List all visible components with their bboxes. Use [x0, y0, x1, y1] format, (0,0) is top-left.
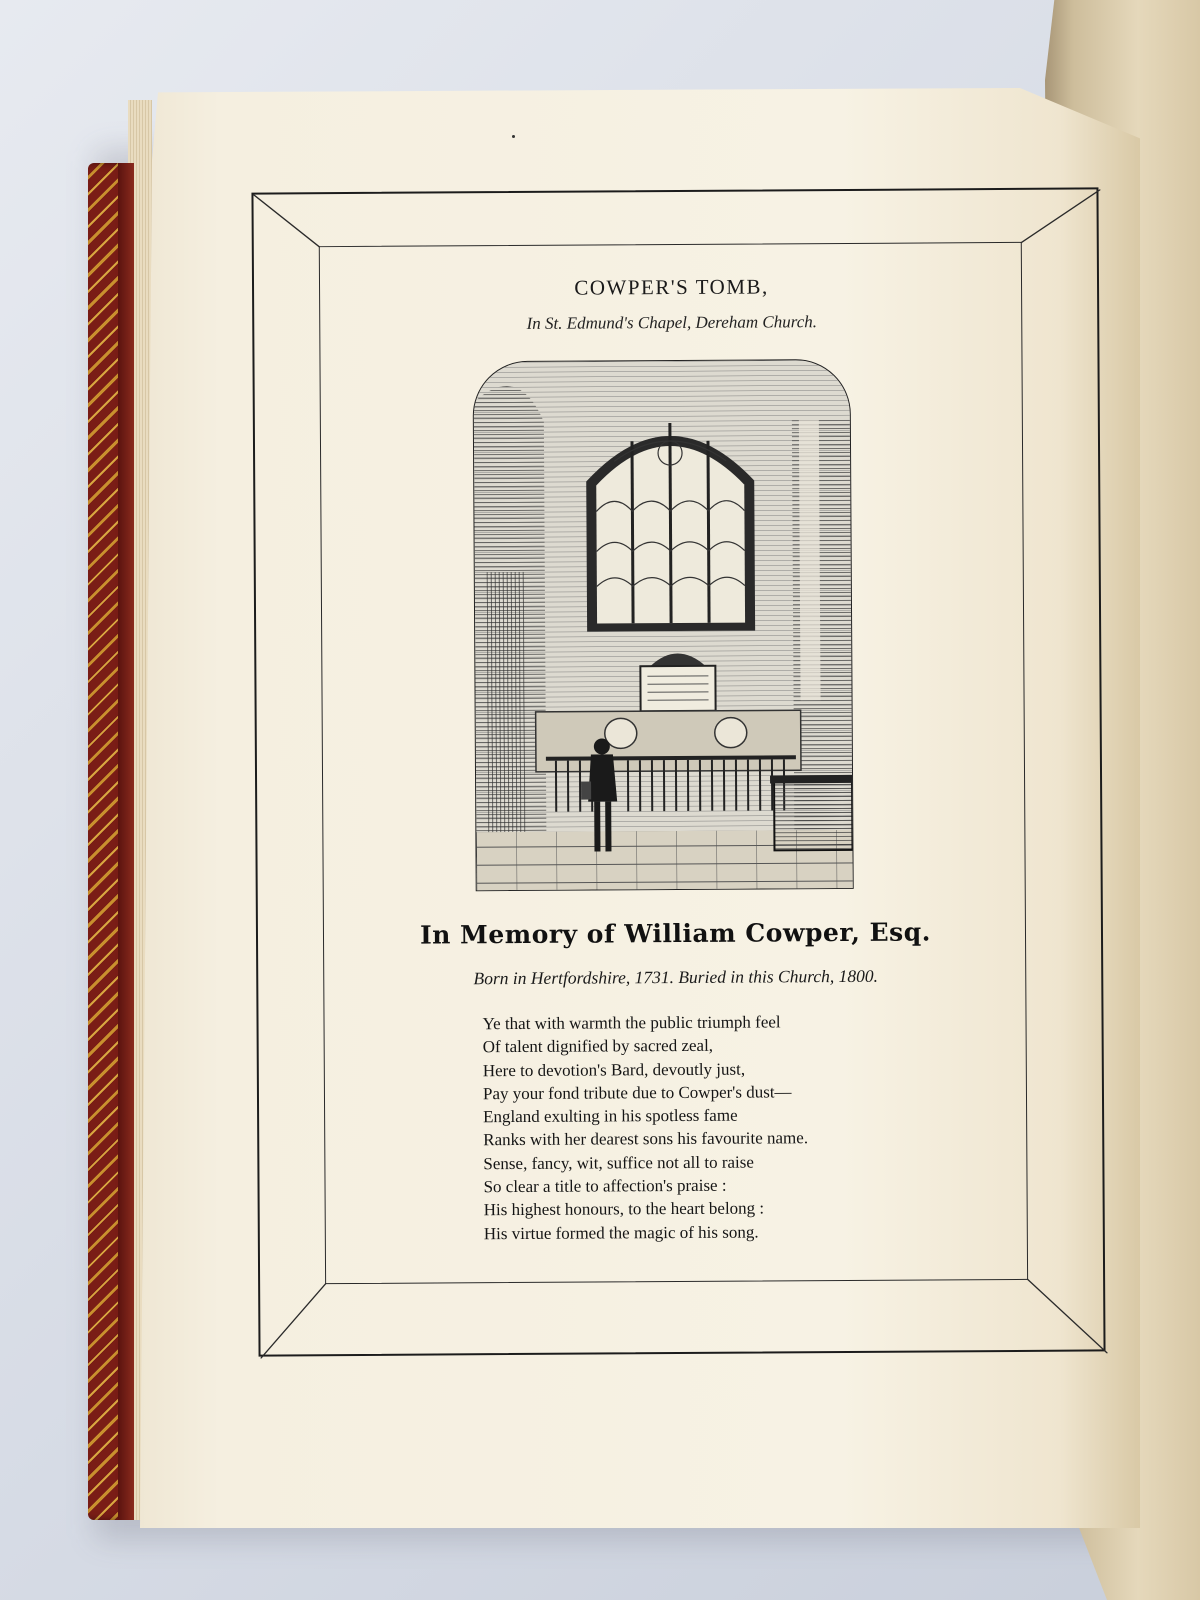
- poem-line: Ranks with her dearest sons his favourite name.: [483, 1128, 809, 1150]
- page-speck: [512, 135, 515, 138]
- birth-burial-line: Born in Hertfordshire, 1731. Buried in this Church, 1800.: [473, 965, 879, 989]
- memorial-heading: In Memory of William Cowper, Esq.: [419, 917, 931, 950]
- poem-line: Sense, fancy, wit, suffice not all to raise: [483, 1152, 754, 1173]
- poem-line: Ye that with warmth the public triumph feel: [482, 1012, 781, 1034]
- page-frame: [251, 187, 1105, 1356]
- poem-line: Of talent dignified by sacred zeal,: [482, 1036, 714, 1057]
- inner-frame: [319, 242, 1028, 1284]
- book-board-edge: [118, 163, 134, 1520]
- page-title: COWPER'S TOMB,: [574, 274, 769, 300]
- epitaph-poem: [482, 1010, 923, 1246]
- poem-line: Pay your fond tribute due to Cowper's dust—: [482, 1082, 792, 1104]
- page-subtitle: In St. Edmund's Chapel, Dereham Church.: [526, 312, 818, 333]
- poem-line: Here to devotion's Bard, devoutly just,: [482, 1059, 746, 1080]
- chapel-engraving: [472, 359, 853, 891]
- poem-line: So clear a title to affection's praise :: [483, 1175, 727, 1197]
- chapel-engraving-illustration: [473, 360, 853, 891]
- poem-line: His virtue formed the magic of his song.: [483, 1222, 759, 1243]
- poem-line: England exulting in his spotless fame: [483, 1105, 738, 1127]
- poem-line: His highest honours, to the heart belong :: [483, 1198, 765, 1220]
